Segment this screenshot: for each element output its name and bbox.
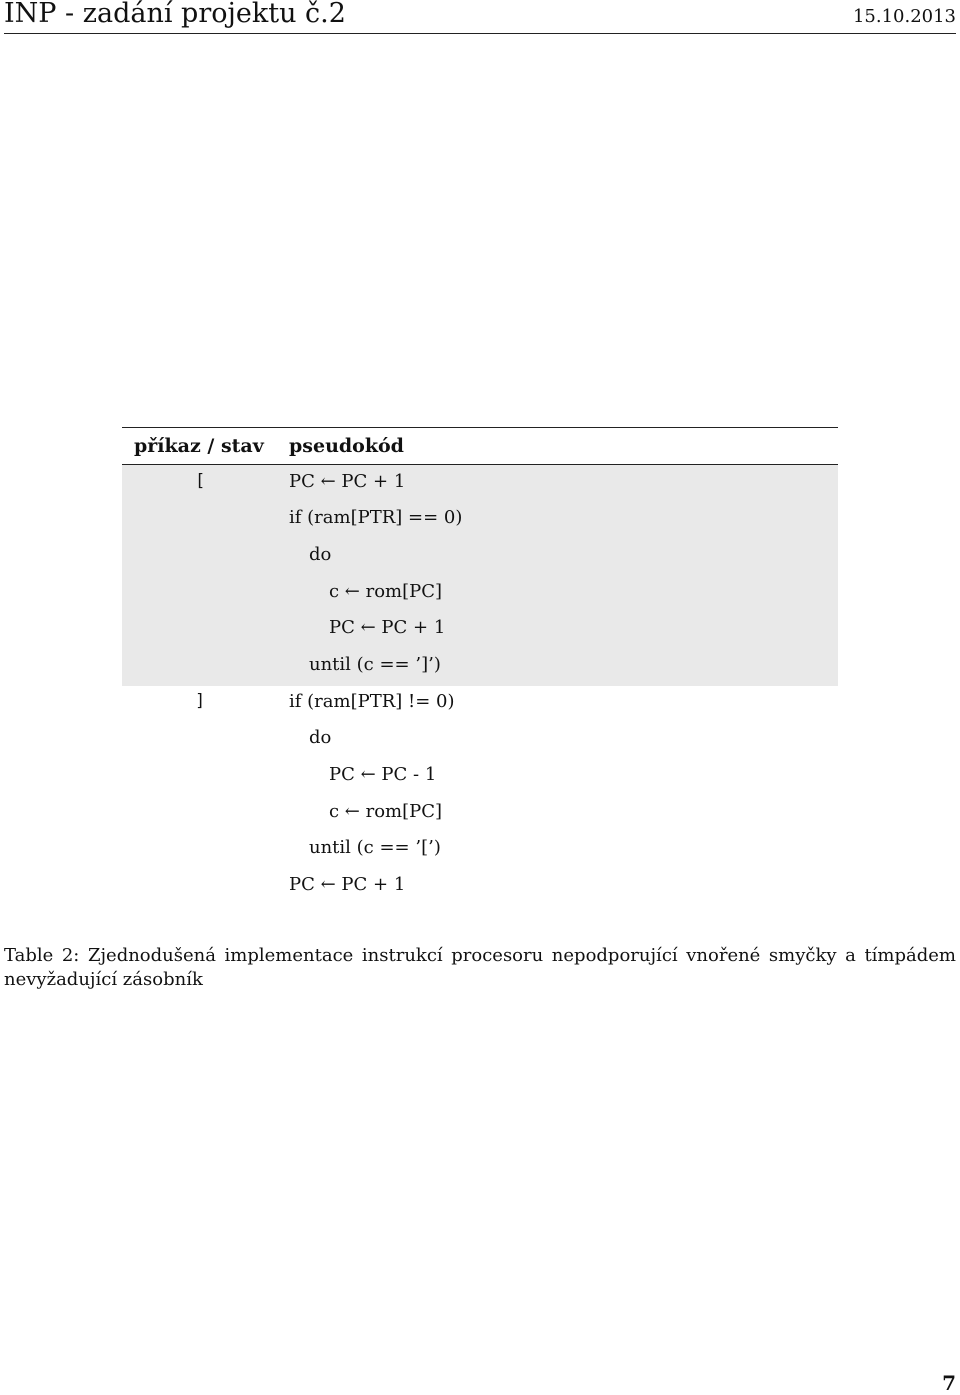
pseudocode-cell: until (c == ’]’) — [309, 654, 441, 675]
column-header-pseudocode: pseudokód — [289, 435, 404, 457]
pseudocode-cell: do — [309, 727, 332, 748]
table-caption: Table 2: Zjednodušená implementace instrukcí procesoru nepodporující vnořené smyčky a tímpádem nevyžadující zásobník — [4, 945, 956, 990]
page-header — [4, 0, 956, 34]
table-row — [122, 538, 838, 574]
pseudocode-cell: PC ← PC - 1 — [329, 764, 437, 785]
page-number: 7 — [942, 1371, 956, 1395]
table-row — [122, 831, 838, 867]
pseudocode-cell: PC ← PC + 1 — [289, 874, 406, 895]
command-cell: [ — [195, 471, 206, 491]
pseudocode-cell: PC ← PC + 1 — [329, 617, 446, 638]
table-row — [122, 611, 838, 647]
table-row — [122, 721, 838, 757]
table-row — [122, 685, 838, 721]
document-date: 15.10.2013 — [852, 6, 956, 27]
column-header-command: příkaz / stav — [134, 435, 264, 457]
pseudocode-cell: if (ram[PTR] == 0) — [289, 507, 463, 528]
command-cell: ] — [195, 691, 206, 711]
pseudocode-cell: until (c == ’[’) — [309, 837, 441, 858]
pseudocode-cell: c ← rom[PC] — [329, 801, 443, 822]
pseudocode-cell: c ← rom[PC] — [329, 581, 443, 602]
table-top-rule — [122, 427, 838, 428]
table-row — [122, 648, 838, 684]
table-row — [122, 501, 838, 537]
table-row — [122, 575, 838, 611]
table-row — [122, 868, 838, 904]
table-row — [122, 795, 838, 831]
pseudocode-cell: PC ← PC + 1 — [289, 471, 406, 492]
pseudocode-cell: do — [309, 544, 332, 565]
document-title: INP - zadání projektu č.2 — [4, 0, 346, 29]
table-row — [122, 758, 838, 794]
table-row — [122, 465, 838, 501]
pseudocode-cell: if (ram[PTR] != 0) — [289, 691, 455, 712]
